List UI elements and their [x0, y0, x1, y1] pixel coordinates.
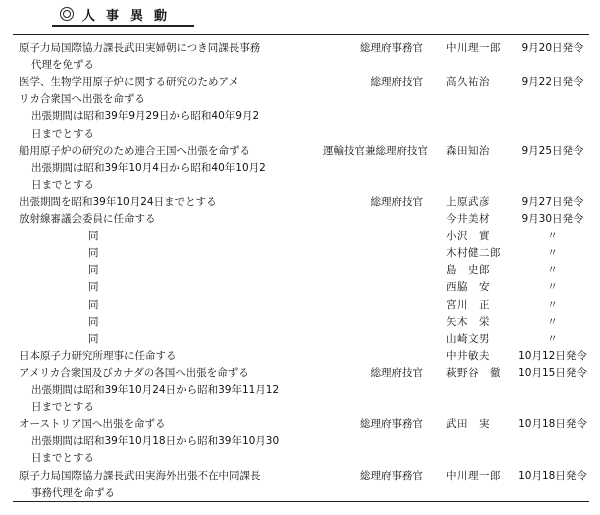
- appointment-description: 日までとする: [31, 452, 94, 465]
- effective-date: 〃: [547, 264, 558, 277]
- appointment-description: 原子力局国際協力課長武田実海外出張不在中同課長: [19, 469, 261, 482]
- effective-date: 〃: [547, 332, 558, 345]
- effective-date: 〃: [547, 281, 558, 294]
- double-circle-icon: [60, 7, 74, 21]
- appointment-description: 出張期間は昭和39年9月29日から昭和40年9月2: [31, 110, 260, 123]
- effective-date: 〃: [547, 230, 558, 243]
- effective-date: 〃: [547, 247, 558, 260]
- official-title: 総理府技官: [370, 366, 423, 379]
- person-name: 宮川 正: [446, 298, 490, 311]
- appointment-description: 事務代理を命ずる: [31, 486, 115, 499]
- effective-date: 10月15日発令: [518, 366, 587, 379]
- effective-date: 〃: [547, 315, 558, 328]
- person-name: 山崎文男: [446, 332, 490, 345]
- effective-date: 10月18日発令: [518, 418, 587, 431]
- ditto-mark: 同: [88, 230, 99, 243]
- person-name: 森田知治: [446, 144, 490, 157]
- appointment-description: リカ合衆国へ出張を命ずる: [19, 93, 145, 106]
- person-name: 木村健二郎: [446, 247, 501, 260]
- appointment-description: 医学、生物学用原子炉に関する研究のためアメ: [19, 76, 239, 89]
- effective-date: 10月12日発令: [518, 349, 587, 362]
- official-title: 総理府事務官: [360, 42, 423, 54]
- appointment-description: 日までとする: [31, 401, 94, 414]
- official-title: 総理府技官: [370, 76, 423, 89]
- person-name: 上原武彦: [446, 195, 490, 208]
- effective-date: 〃: [547, 298, 558, 311]
- appointment-description: 出張期間は昭和39年10月18日から昭和39年10月30: [31, 435, 280, 448]
- effective-date: 9月25日発令: [521, 144, 584, 157]
- effective-date: 9月22日発令: [521, 76, 584, 89]
- official-title: 運輸技官兼総理府技官: [323, 144, 428, 157]
- person-name: 小沢 實: [446, 230, 490, 243]
- person-name: 中川理一郎: [446, 469, 501, 482]
- person-name: 今井美材: [446, 213, 490, 225]
- appointment-description: オーストリア国へ出張を命ずる: [19, 418, 166, 431]
- appointment-description: 出張期間は昭和39年10月4日から昭和40年10月2: [31, 161, 266, 174]
- appointment-description: 日までとする: [31, 178, 94, 191]
- ditto-mark: 同: [88, 298, 99, 311]
- official-title: 総理府事務官: [360, 469, 423, 482]
- appointment-description: 出張期間は昭和39年10月24日から昭和39年11月12: [31, 384, 280, 396]
- person-name: 矢木 栄: [446, 315, 490, 328]
- person-name: 高久祐治: [446, 76, 490, 89]
- person-name: 中川理一郎: [446, 42, 501, 54]
- person-name: 中井敏夫: [446, 349, 490, 362]
- person-name: 島 史郎: [446, 264, 490, 277]
- person-name: 武田 実: [446, 418, 490, 431]
- ditto-mark: 同: [88, 264, 99, 277]
- appointment-description: 出張期間を昭和39年10月24日までとする: [19, 195, 217, 208]
- effective-date: 9月27日発令: [521, 195, 584, 208]
- appointment-description: 代理を免ずる: [31, 59, 94, 72]
- section-title: 人事異動: [82, 8, 179, 24]
- ditto-mark: 同: [88, 247, 99, 260]
- effective-date: 9月20日発令: [521, 42, 584, 54]
- appointment-description: 日本原子力研究所理事に任命する: [19, 349, 177, 362]
- personnel-changes-table: [13, 34, 589, 502]
- person-name: 西脇 安: [446, 281, 490, 294]
- appointment-description: 船用原子炉の研究のため連合王国へ出張を命ずる: [19, 144, 250, 157]
- appointment-description: 原子力局国際協力課長武田実婦朝につき同課長事務: [19, 42, 261, 54]
- official-title: 総理府技官: [370, 195, 423, 208]
- ditto-mark: 同: [88, 332, 99, 345]
- table-row: [13, 484, 589, 503]
- person-name: 萩野谷 徹: [446, 366, 501, 379]
- appointment-description: 日までとする: [31, 127, 94, 140]
- official-title: 総理府事務官: [360, 418, 423, 431]
- appointment-description: アメリカ合衆国及びカナダの各国へ出張を命ずる: [19, 366, 249, 379]
- ditto-mark: 同: [88, 315, 99, 328]
- effective-date: 9月30日発令: [521, 213, 584, 225]
- effective-date: 10月18日発令: [518, 469, 587, 482]
- appointment-description: 放射線審議会委員に任命する: [19, 213, 156, 225]
- section-heading: [52, 3, 194, 27]
- ditto-mark: 同: [88, 281, 99, 294]
